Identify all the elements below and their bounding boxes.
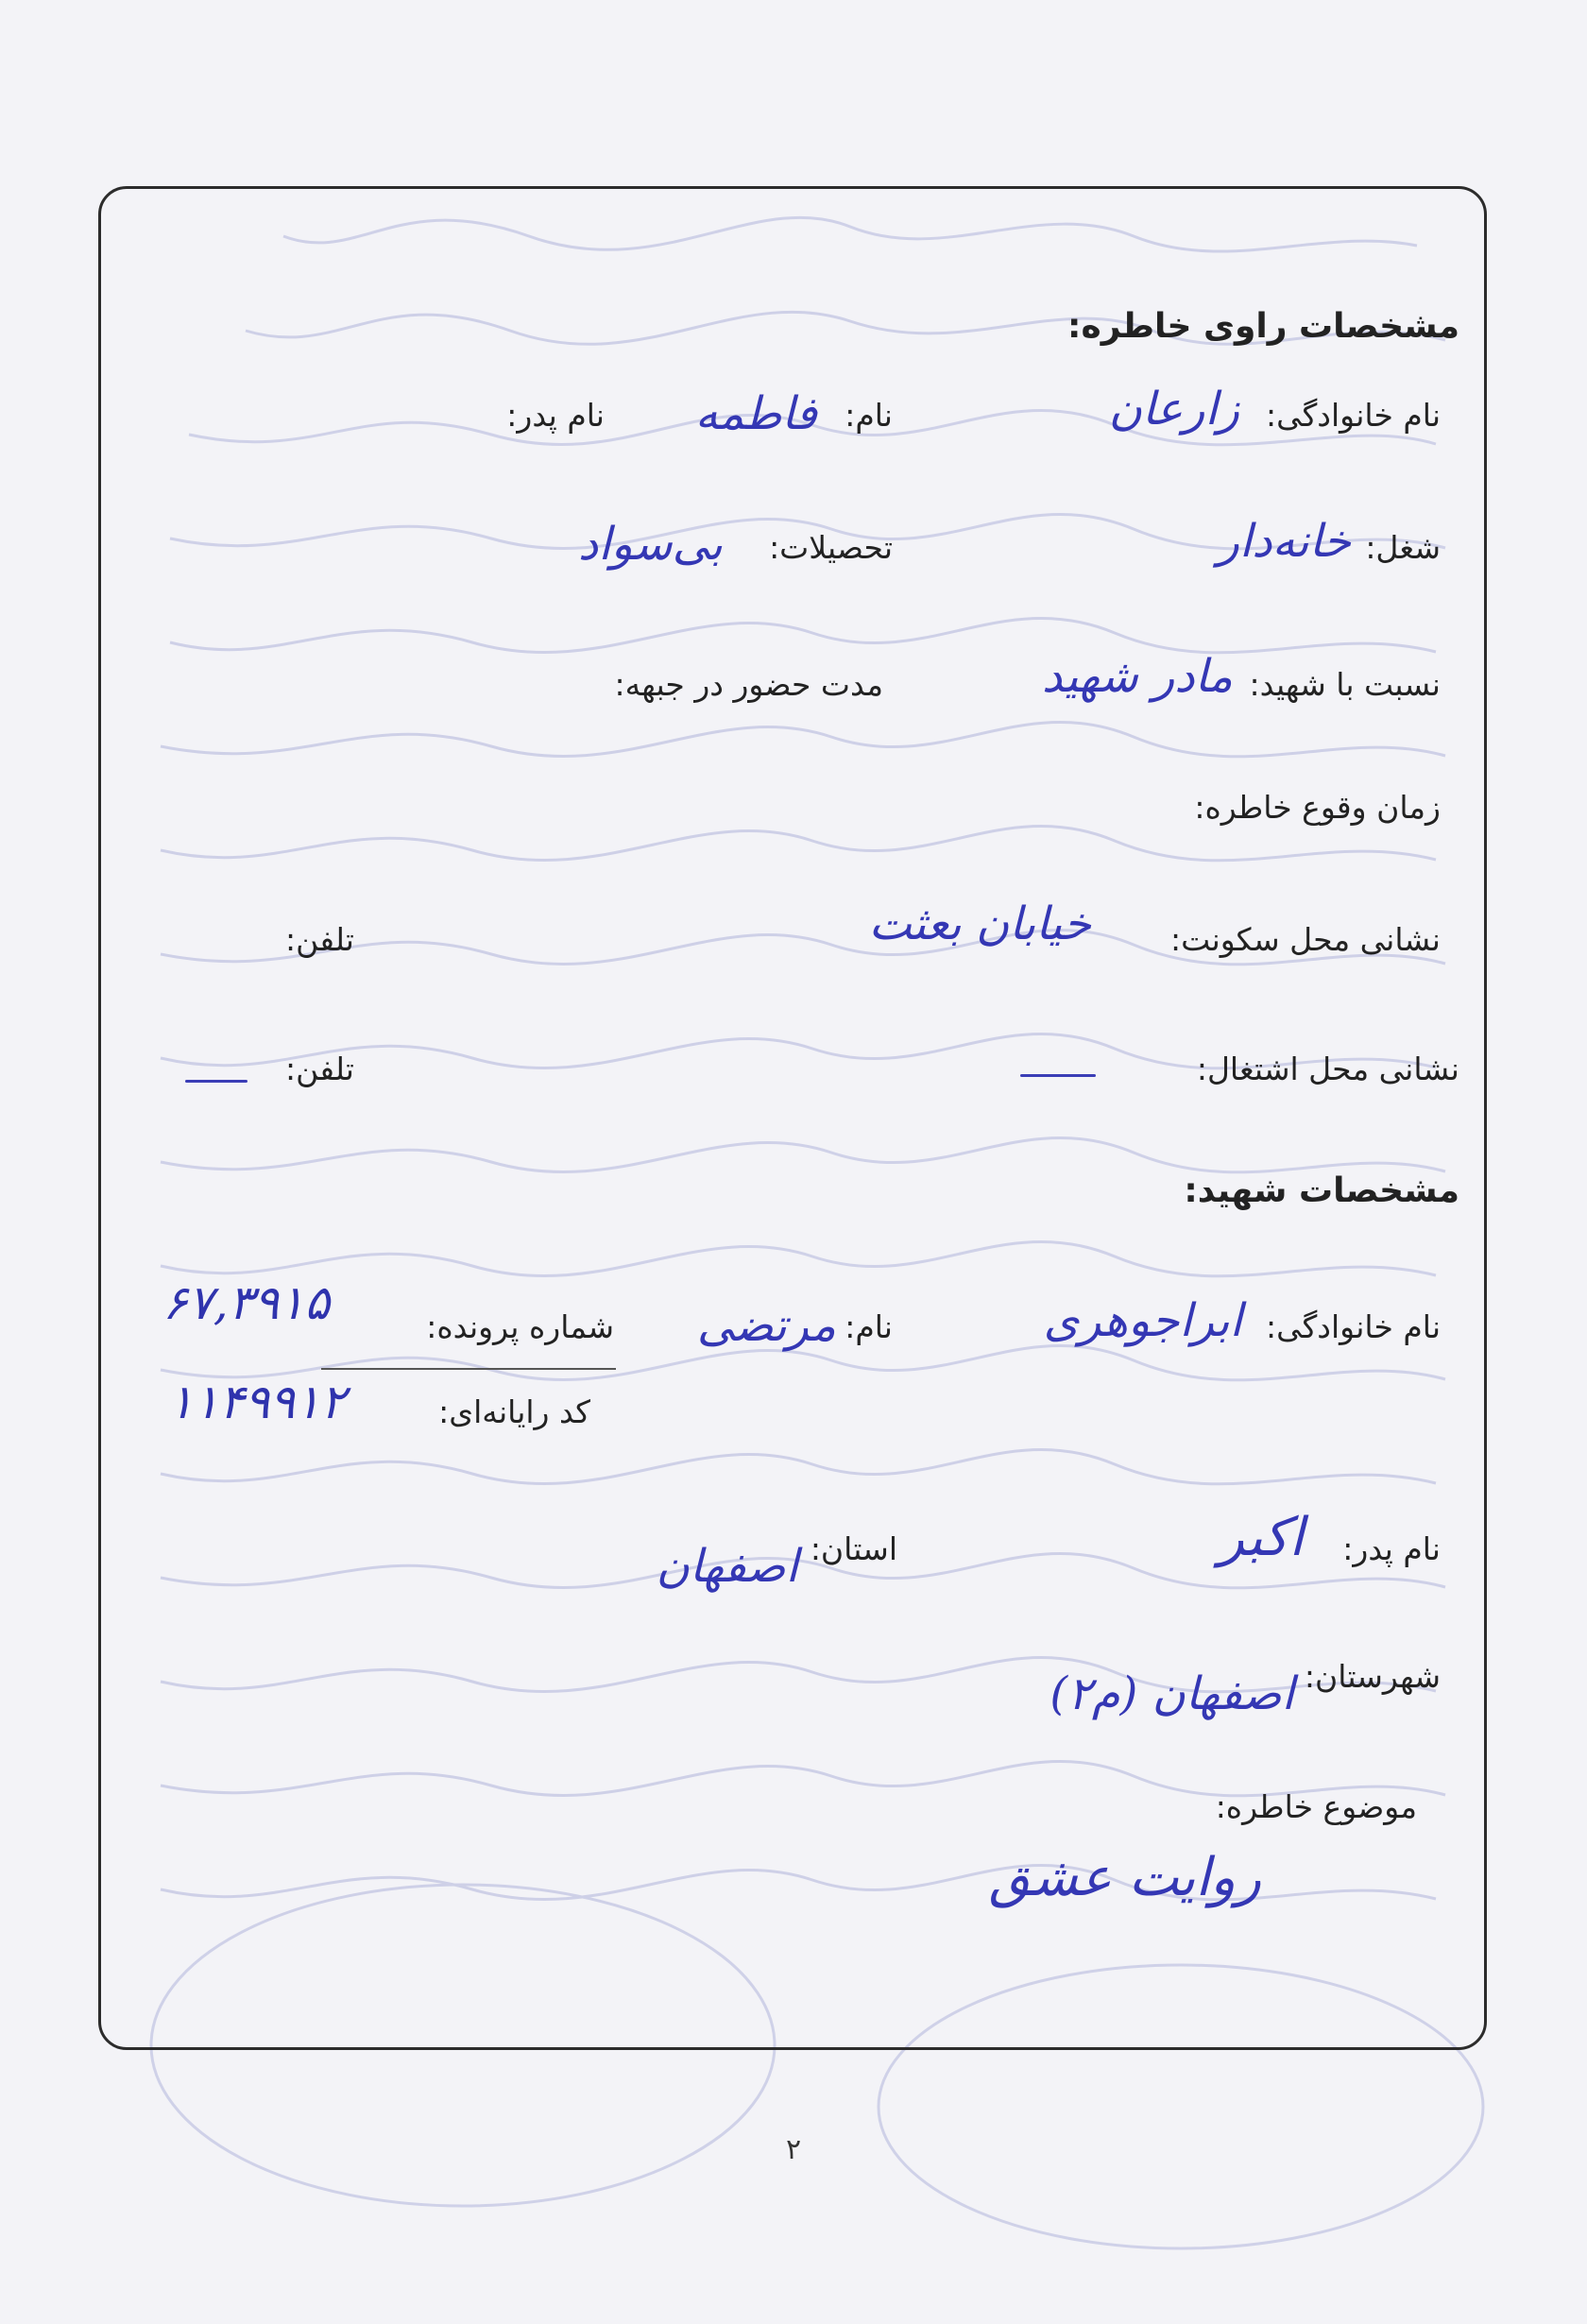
narrator-family-value: زارعان xyxy=(1108,383,1239,436)
narrator-work-address-dash xyxy=(1020,1074,1096,1077)
narrator-job-label: شغل: xyxy=(1365,529,1441,566)
martyr-family-value: ابراجوهری xyxy=(1043,1294,1242,1347)
martyr-subject-value: روایت عشق xyxy=(988,1847,1261,1908)
martyr-file-value: ۶۷,۳۹۱۵ xyxy=(162,1275,331,1330)
page-number: ۲ xyxy=(785,2133,802,2166)
narrator-name-value: فاطمه xyxy=(694,387,817,440)
martyr-file-underline xyxy=(321,1368,616,1370)
narrator-relation-value: مادر شهید xyxy=(1041,650,1233,703)
narrator-education-value: بی‌سواد xyxy=(577,518,723,571)
narrator-job-value: خانه‌دار xyxy=(1217,515,1351,568)
form-frame xyxy=(98,186,1487,2050)
martyr-city-label: شهرستان: xyxy=(1304,1658,1441,1695)
martyr-file-label: شماره پرونده: xyxy=(426,1308,614,1345)
narrator-home-address-value: خیابان بعثت xyxy=(868,897,1091,950)
narrator-education-label: تحصیلات: xyxy=(769,529,893,566)
martyr-father-value: اکبر xyxy=(1218,1507,1304,1568)
narrator-home-address-label: نشانی محل سکونت: xyxy=(1170,921,1441,958)
narrator-family-label: نام خانوادگی: xyxy=(1265,397,1441,434)
martyr-province-value: اصفهان xyxy=(656,1540,798,1593)
narrator-front-label: مدت حضور در جبهه: xyxy=(614,666,883,703)
narrator-phone-label: تلفن: xyxy=(284,921,354,958)
narrator-name-label: نام: xyxy=(845,397,893,434)
narrator-father-label: نام پدر: xyxy=(506,397,605,434)
martyr-heading: مشخصات شهید: xyxy=(1184,1171,1459,1210)
narrator-work-address-label: نشانی محل اشتغال: xyxy=(1196,1051,1459,1087)
martyr-family-label: نام خانوادگی: xyxy=(1265,1308,1441,1345)
narrator-heading: مشخصات راوی خاطره: xyxy=(1067,307,1459,346)
martyr-subject-label: موضوع خاطره: xyxy=(1215,1788,1417,1825)
martyr-name-value: مرتضی xyxy=(696,1299,836,1352)
martyr-name-label: نام: xyxy=(845,1308,893,1345)
martyr-province-label: استان: xyxy=(810,1530,897,1567)
narrator-relation-label: نسبت با شهید: xyxy=(1249,666,1441,703)
narrator-work-phone-dash xyxy=(185,1080,247,1083)
martyr-city-value: اصفهان (م۲) xyxy=(1049,1667,1294,1720)
martyr-code-label: کد رایانه‌ای: xyxy=(438,1393,590,1430)
narrator-work-phone-label: تلفن: xyxy=(284,1051,354,1087)
narrator-memory-time-label: زمان وقوع خاطره: xyxy=(1194,789,1441,826)
martyr-code-value: ۱۱۴۹۹۱۲ xyxy=(168,1375,346,1429)
martyr-father-label: نام پدر: xyxy=(1342,1530,1441,1567)
